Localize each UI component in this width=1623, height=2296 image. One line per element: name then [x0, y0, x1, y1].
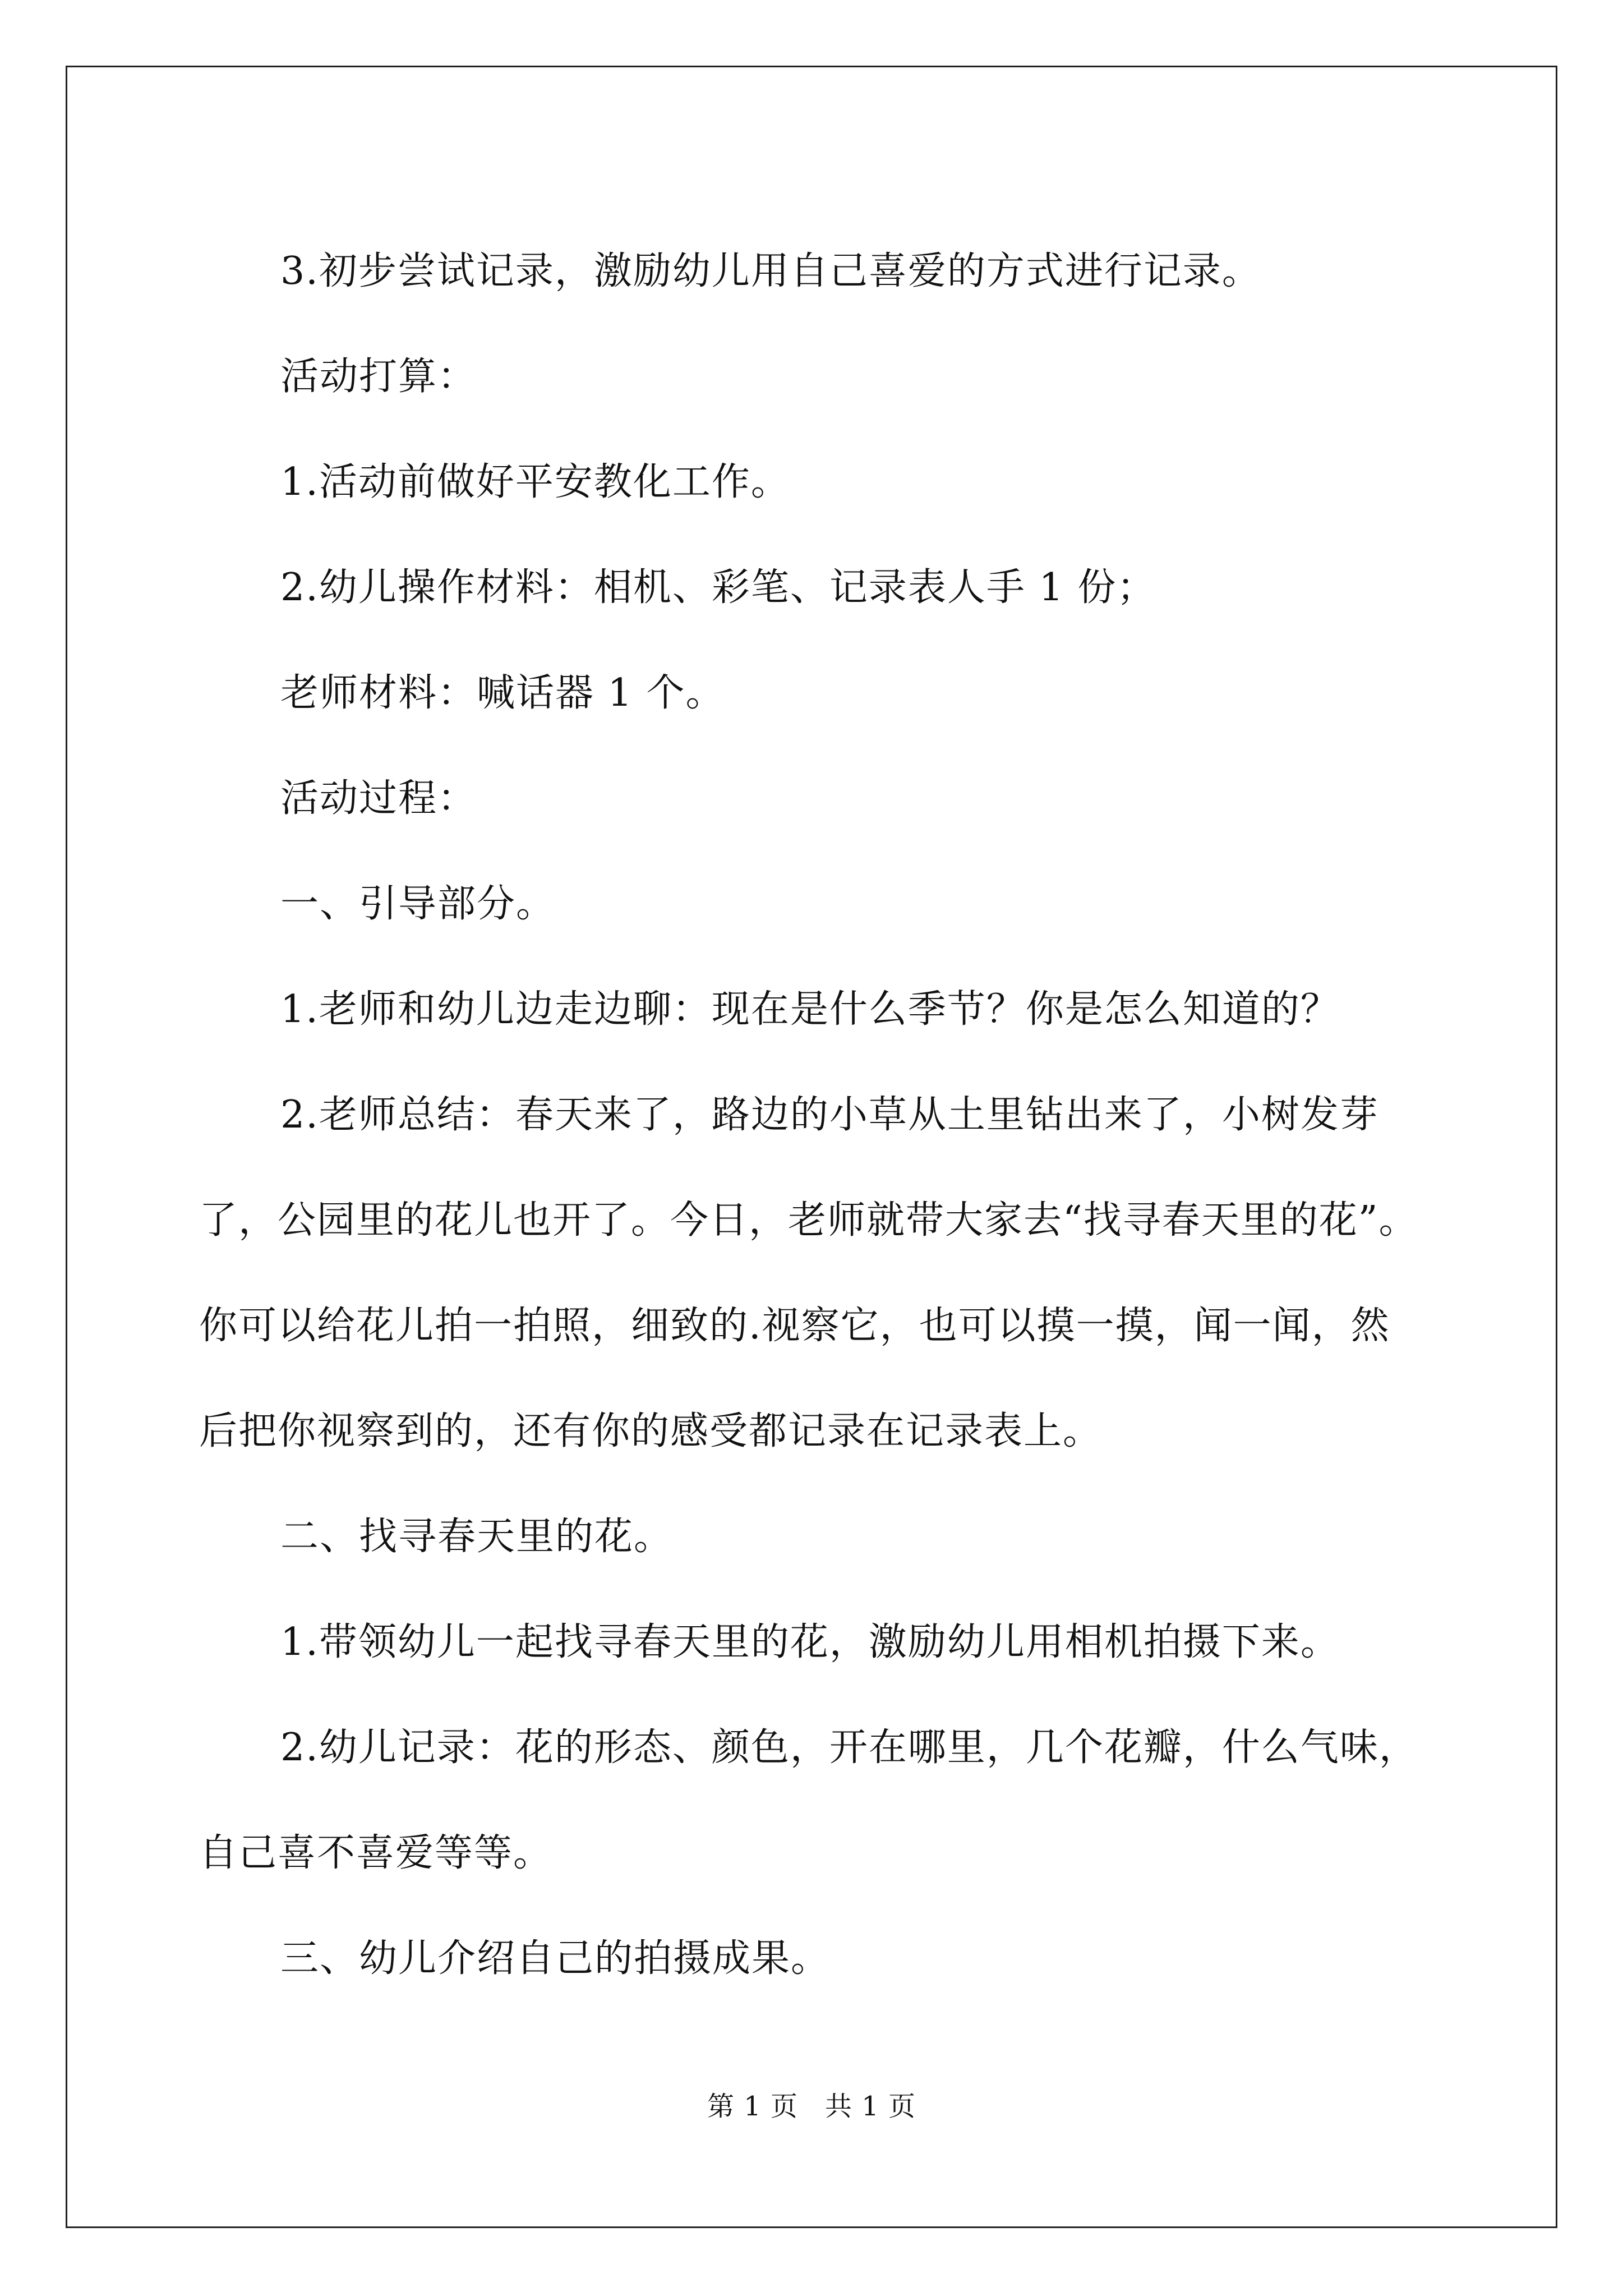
paragraph-continuation: 自己喜不喜爱等等。: [199, 1831, 553, 1875]
section-heading: 活动打算：: [280, 355, 477, 399]
page-number: 第 1 页: [707, 2091, 798, 2122]
paragraph: 1.活动前做好平安教化工作。: [280, 460, 790, 504]
page-footer: [0, 2085, 1623, 2123]
section-heading: 一、引导部分。: [280, 882, 556, 926]
paragraph: 1.老师和幼儿边走边聊：现在是什么季节？你是怎么知道的？: [280, 987, 1340, 1032]
paragraph-continuation: 了，公园里的花儿也开了。今日，老师就带大家去“找寻春天里的花”。: [199, 1198, 1418, 1243]
paragraph: 2.幼儿操作材料：相机、彩笔、记录表人手 1 份；: [280, 565, 1156, 610]
paragraph: 1.带领幼儿一起找寻春天里的花，激励幼儿用相机拍摄下来。: [280, 1620, 1340, 1664]
paragraph: 3.初步尝试记录，激励幼儿用自己喜爱的方式进行记录。: [280, 249, 1261, 293]
page-total: 共 1 页: [825, 2091, 916, 2122]
paragraph: 2.老师总结：春天来了，路边的小草从土里钻出来了，小树发芽: [280, 1093, 1379, 1137]
section-heading: 活动过程：: [280, 776, 477, 821]
section-heading: 三、幼儿介绍自己的拍摄成果。: [280, 1936, 831, 1981]
paragraph: 老师材料：喊话器 1 个。: [280, 671, 725, 715]
document-body: [199, 219, 1475, 2012]
paragraph-continuation: 后把你视察到的，还有你的感受都记录在记录表上。: [199, 1409, 1103, 1453]
paragraph: 2.幼儿记录：花的形态、颜色，开在哪里，几个花瓣，什么气味，: [280, 1726, 1418, 1770]
section-heading: 二、找寻春天里的花。: [280, 1515, 674, 1559]
paragraph-continuation: 你可以给花儿拍一拍照，细致的.视察它，也可以摸一摸，闻一闻，然: [199, 1304, 1390, 1348]
